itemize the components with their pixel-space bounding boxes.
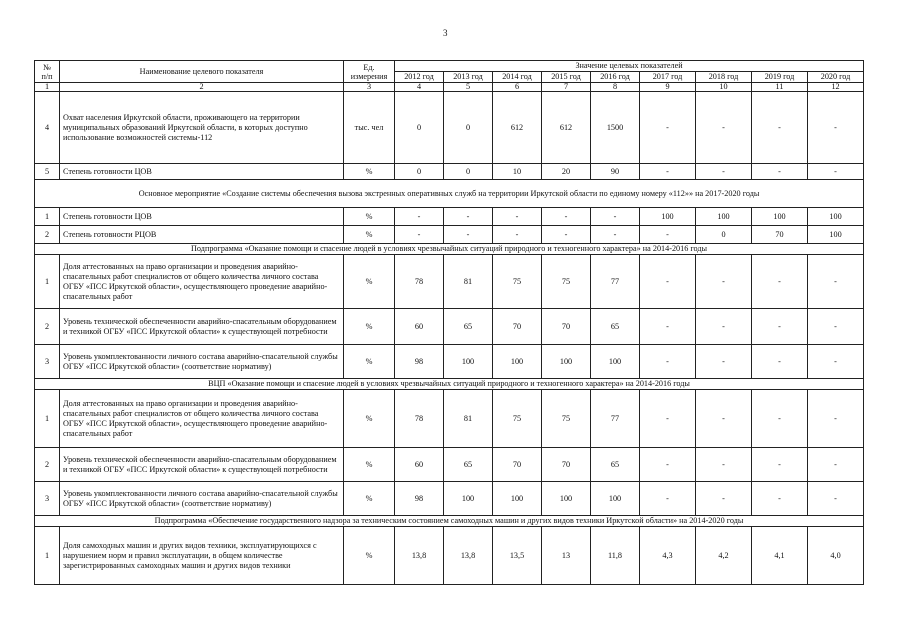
value-cell: 100 xyxy=(808,208,864,226)
unit-cell: тыс. чел xyxy=(344,92,395,164)
table-row xyxy=(35,527,864,585)
value-cell: - xyxy=(696,164,752,180)
value-cell: - xyxy=(696,448,752,482)
value-cell: 4,1 xyxy=(752,527,808,585)
value-cell: 612 xyxy=(493,92,542,164)
indicator-name: Доля аттестованных на право организации и проведения аварийно-спасательных работ специалистов от общего количества личного состава ОГБУ «ПСС Иркутской области», осуществляющего проведение аварийно-спасательных работ xyxy=(60,255,344,309)
header-year: 2016 год xyxy=(591,72,640,83)
indicator-name: Охват населения Иркутской области, проживающего на территории муниципальных образований Иркутской области, в которых доступно использование возможностей системы-112 xyxy=(60,92,344,164)
unit-cell: % xyxy=(344,208,395,226)
column-number: 3 xyxy=(344,83,395,92)
value-cell: 100 xyxy=(493,345,542,379)
column-number: 4 xyxy=(395,83,444,92)
value-cell: 65 xyxy=(444,448,493,482)
table-row xyxy=(35,208,864,226)
value-cell: 70 xyxy=(493,448,542,482)
unit-cell: % xyxy=(344,255,395,309)
indicator-name: Доля самоходных машин и других видов техники, эксплуатирующихся с нарушением норм и правил эксплуатации, в общем количестве зарегистрированных самоходных машин и других видов техники xyxy=(60,527,344,585)
table-row xyxy=(35,482,864,516)
row-number: 3 xyxy=(35,482,60,516)
indicator-name: Степень готовности РЦОВ xyxy=(60,226,344,244)
value-cell: - xyxy=(752,164,808,180)
header-year: 2015 год xyxy=(542,72,591,83)
column-number: 5 xyxy=(444,83,493,92)
value-cell: - xyxy=(808,92,864,164)
value-cell: - xyxy=(542,208,591,226)
value-cell: 100 xyxy=(696,208,752,226)
page-number: 3 xyxy=(443,28,448,38)
value-cell: - xyxy=(752,390,808,448)
value-cell: - xyxy=(444,226,493,244)
value-cell: 75 xyxy=(493,255,542,309)
value-cell: - xyxy=(696,255,752,309)
header-year: 2019 год xyxy=(752,72,808,83)
value-cell: - xyxy=(808,390,864,448)
value-cell: - xyxy=(640,482,696,516)
value-cell: 77 xyxy=(591,255,640,309)
value-cell: - xyxy=(696,482,752,516)
value-cell: - xyxy=(752,345,808,379)
unit-cell: % xyxy=(344,448,395,482)
value-cell: - xyxy=(808,309,864,345)
value-cell: 13 xyxy=(542,527,591,585)
table-row xyxy=(35,226,864,244)
value-cell: - xyxy=(395,226,444,244)
section-row xyxy=(35,180,864,208)
row-number: 1 xyxy=(35,208,60,226)
unit-cell: % xyxy=(344,527,395,585)
row-number: 1 xyxy=(35,390,60,448)
value-cell: - xyxy=(640,164,696,180)
indicator-name: Уровень технической обеспеченности аварийно-спасательным оборудованием и техникой ОГБУ «ПСС Иркутской области» к существующей потребности xyxy=(60,309,344,345)
row-number: 3 xyxy=(35,345,60,379)
header-num: № п/п xyxy=(35,61,60,83)
value-cell: 4,2 xyxy=(696,527,752,585)
value-cell: - xyxy=(696,92,752,164)
column-number: 11 xyxy=(752,83,808,92)
value-cell: - xyxy=(640,309,696,345)
indicator-name: Степень готовности ЦОВ xyxy=(60,208,344,226)
value-cell: 98 xyxy=(395,345,444,379)
value-cell: 100 xyxy=(444,345,493,379)
table-row xyxy=(35,92,864,164)
value-cell: 78 xyxy=(395,390,444,448)
column-number: 6 xyxy=(493,83,542,92)
value-cell: 100 xyxy=(542,482,591,516)
indicator-name: Доля аттестованных на право организации и проведения аварийно-спасательных работ специалистов от общего количества личного состава ОГБУ «ПСС Иркутской области», осуществляющего проведение аварийно-спасательных работ xyxy=(60,390,344,448)
section-row xyxy=(35,244,864,255)
header-unit: Ед. измерения xyxy=(344,61,395,83)
header-year: 2014 год xyxy=(493,72,542,83)
unit-cell: % xyxy=(344,309,395,345)
value-cell: 70 xyxy=(542,309,591,345)
column-number: 9 xyxy=(640,83,696,92)
value-cell: 100 xyxy=(752,208,808,226)
value-cell: 60 xyxy=(395,309,444,345)
value-cell: 100 xyxy=(640,208,696,226)
value-cell: 0 xyxy=(395,164,444,180)
value-cell: - xyxy=(542,226,591,244)
value-cell: 70 xyxy=(542,448,591,482)
value-cell: 65 xyxy=(591,448,640,482)
header-year: 2012 год xyxy=(395,72,444,83)
value-cell: 90 xyxy=(591,164,640,180)
value-cell: 0 xyxy=(696,226,752,244)
value-cell: - xyxy=(808,482,864,516)
row-number: 2 xyxy=(35,309,60,345)
indicator-name: Уровень укомплектованности личного состава аварийно-спасательной службы ОГБУ «ПСС Иркутской области» (соответствие нормативу) xyxy=(60,482,344,516)
value-cell: 13,5 xyxy=(493,527,542,585)
value-cell: - xyxy=(591,208,640,226)
value-cell: 75 xyxy=(493,390,542,448)
value-cell: - xyxy=(640,92,696,164)
value-cell: 20 xyxy=(542,164,591,180)
row-number: 1 xyxy=(35,255,60,309)
unit-cell: % xyxy=(344,226,395,244)
row-number: 2 xyxy=(35,448,60,482)
value-cell: 81 xyxy=(444,255,493,309)
value-cell: 0 xyxy=(444,92,493,164)
value-cell: 65 xyxy=(591,309,640,345)
table-row xyxy=(35,309,864,345)
section-title: Подпрограмма «Оказание помощи и спасение людей в условиях чрезвычайных ситуаций природного и техногенного характера» на 2014-2016 годы xyxy=(35,244,864,255)
column-number: 10 xyxy=(696,83,752,92)
section-row xyxy=(35,516,864,527)
table-row xyxy=(35,164,864,180)
value-cell: - xyxy=(808,345,864,379)
header-name: Наименование целевого показателя xyxy=(60,61,344,83)
indicator-name: Уровень укомплектованности личного состава аварийно-спасательной службы ОГБУ «ПСС Иркутской области» (соответствие нормативу) xyxy=(60,345,344,379)
value-cell: 0 xyxy=(395,92,444,164)
value-cell: 11,8 xyxy=(591,527,640,585)
value-cell: - xyxy=(696,390,752,448)
column-number: 7 xyxy=(542,83,591,92)
value-cell: 81 xyxy=(444,390,493,448)
value-cell: - xyxy=(808,448,864,482)
column-number: 1 xyxy=(35,83,60,92)
value-cell: 60 xyxy=(395,448,444,482)
section-row xyxy=(35,379,864,390)
value-cell: 13,8 xyxy=(444,527,493,585)
section-title: Подпрограмма «Обеспечение государственного надзора за техническим состоянием самоходных машин и других видов техники Иркутской области» на 2014-2020 годы xyxy=(35,516,864,527)
value-cell: - xyxy=(752,448,808,482)
row-number: 5 xyxy=(35,164,60,180)
unit-cell: % xyxy=(344,482,395,516)
value-cell: - xyxy=(752,255,808,309)
value-cell: 100 xyxy=(493,482,542,516)
value-cell: - xyxy=(752,92,808,164)
value-cell: 100 xyxy=(808,226,864,244)
value-cell: 78 xyxy=(395,255,444,309)
value-cell: 4,3 xyxy=(640,527,696,585)
section-title: Основное мероприятие «Создание системы обеспечения вызова экстренных оперативных служб на территории Иркутской области по единому номеру «112»» на 2017-2020 годы xyxy=(35,180,864,208)
value-cell: - xyxy=(640,448,696,482)
unit-cell: % xyxy=(344,390,395,448)
value-cell: - xyxy=(808,255,864,309)
table-row xyxy=(35,390,864,448)
table-row xyxy=(35,345,864,379)
value-cell: 100 xyxy=(542,345,591,379)
value-cell: - xyxy=(591,226,640,244)
value-cell: 75 xyxy=(542,255,591,309)
value-cell: - xyxy=(444,208,493,226)
column-number: 8 xyxy=(591,83,640,92)
value-cell: - xyxy=(640,345,696,379)
value-cell: 65 xyxy=(444,309,493,345)
value-cell: 4,0 xyxy=(808,527,864,585)
value-cell: 70 xyxy=(752,226,808,244)
unit-cell: % xyxy=(344,164,395,180)
unit-cell: % xyxy=(344,345,395,379)
value-cell: 100 xyxy=(591,345,640,379)
header-values-group: Значение целевых показателей xyxy=(395,61,864,72)
value-cell: 612 xyxy=(542,92,591,164)
value-cell: - xyxy=(493,226,542,244)
value-cell: 0 xyxy=(444,164,493,180)
value-cell: 70 xyxy=(493,309,542,345)
value-cell: - xyxy=(696,345,752,379)
header-year: 2020 год xyxy=(808,72,864,83)
value-cell: 77 xyxy=(591,390,640,448)
column-number: 12 xyxy=(808,83,864,92)
indicator-name: Степень готовности ЦОВ xyxy=(60,164,344,180)
row-number: 4 xyxy=(35,92,60,164)
table-row xyxy=(35,255,864,309)
section-title: ВЦП «Оказание помощи и спасение людей в условиях чрезвычайных ситуаций природного и техногенного характера» на 2014-2016 годы xyxy=(35,379,864,390)
value-cell: - xyxy=(696,309,752,345)
header-year: 2017 год xyxy=(640,72,696,83)
header-year: 2018 год xyxy=(696,72,752,83)
header-year: 2013 год xyxy=(444,72,493,83)
value-cell: 100 xyxy=(591,482,640,516)
indicator-name: Уровень технической обеспеченности аварийно-спасательным оборудованием и техникой ОГБУ «ПСС Иркутской области» к существующей потребности xyxy=(60,448,344,482)
target-indicators-table xyxy=(34,60,864,585)
value-cell: 98 xyxy=(395,482,444,516)
value-cell: 1500 xyxy=(591,92,640,164)
row-number: 2 xyxy=(35,226,60,244)
column-number: 2 xyxy=(60,83,344,92)
value-cell: - xyxy=(640,390,696,448)
value-cell: 75 xyxy=(542,390,591,448)
value-cell: 10 xyxy=(493,164,542,180)
value-cell: - xyxy=(395,208,444,226)
value-cell: - xyxy=(640,226,696,244)
value-cell: - xyxy=(640,255,696,309)
value-cell: 100 xyxy=(444,482,493,516)
value-cell: - xyxy=(493,208,542,226)
value-cell: - xyxy=(808,164,864,180)
value-cell: 13,8 xyxy=(395,527,444,585)
value-cell: - xyxy=(752,482,808,516)
value-cell: - xyxy=(752,309,808,345)
table-row xyxy=(35,448,864,482)
row-number: 1 xyxy=(35,527,60,585)
